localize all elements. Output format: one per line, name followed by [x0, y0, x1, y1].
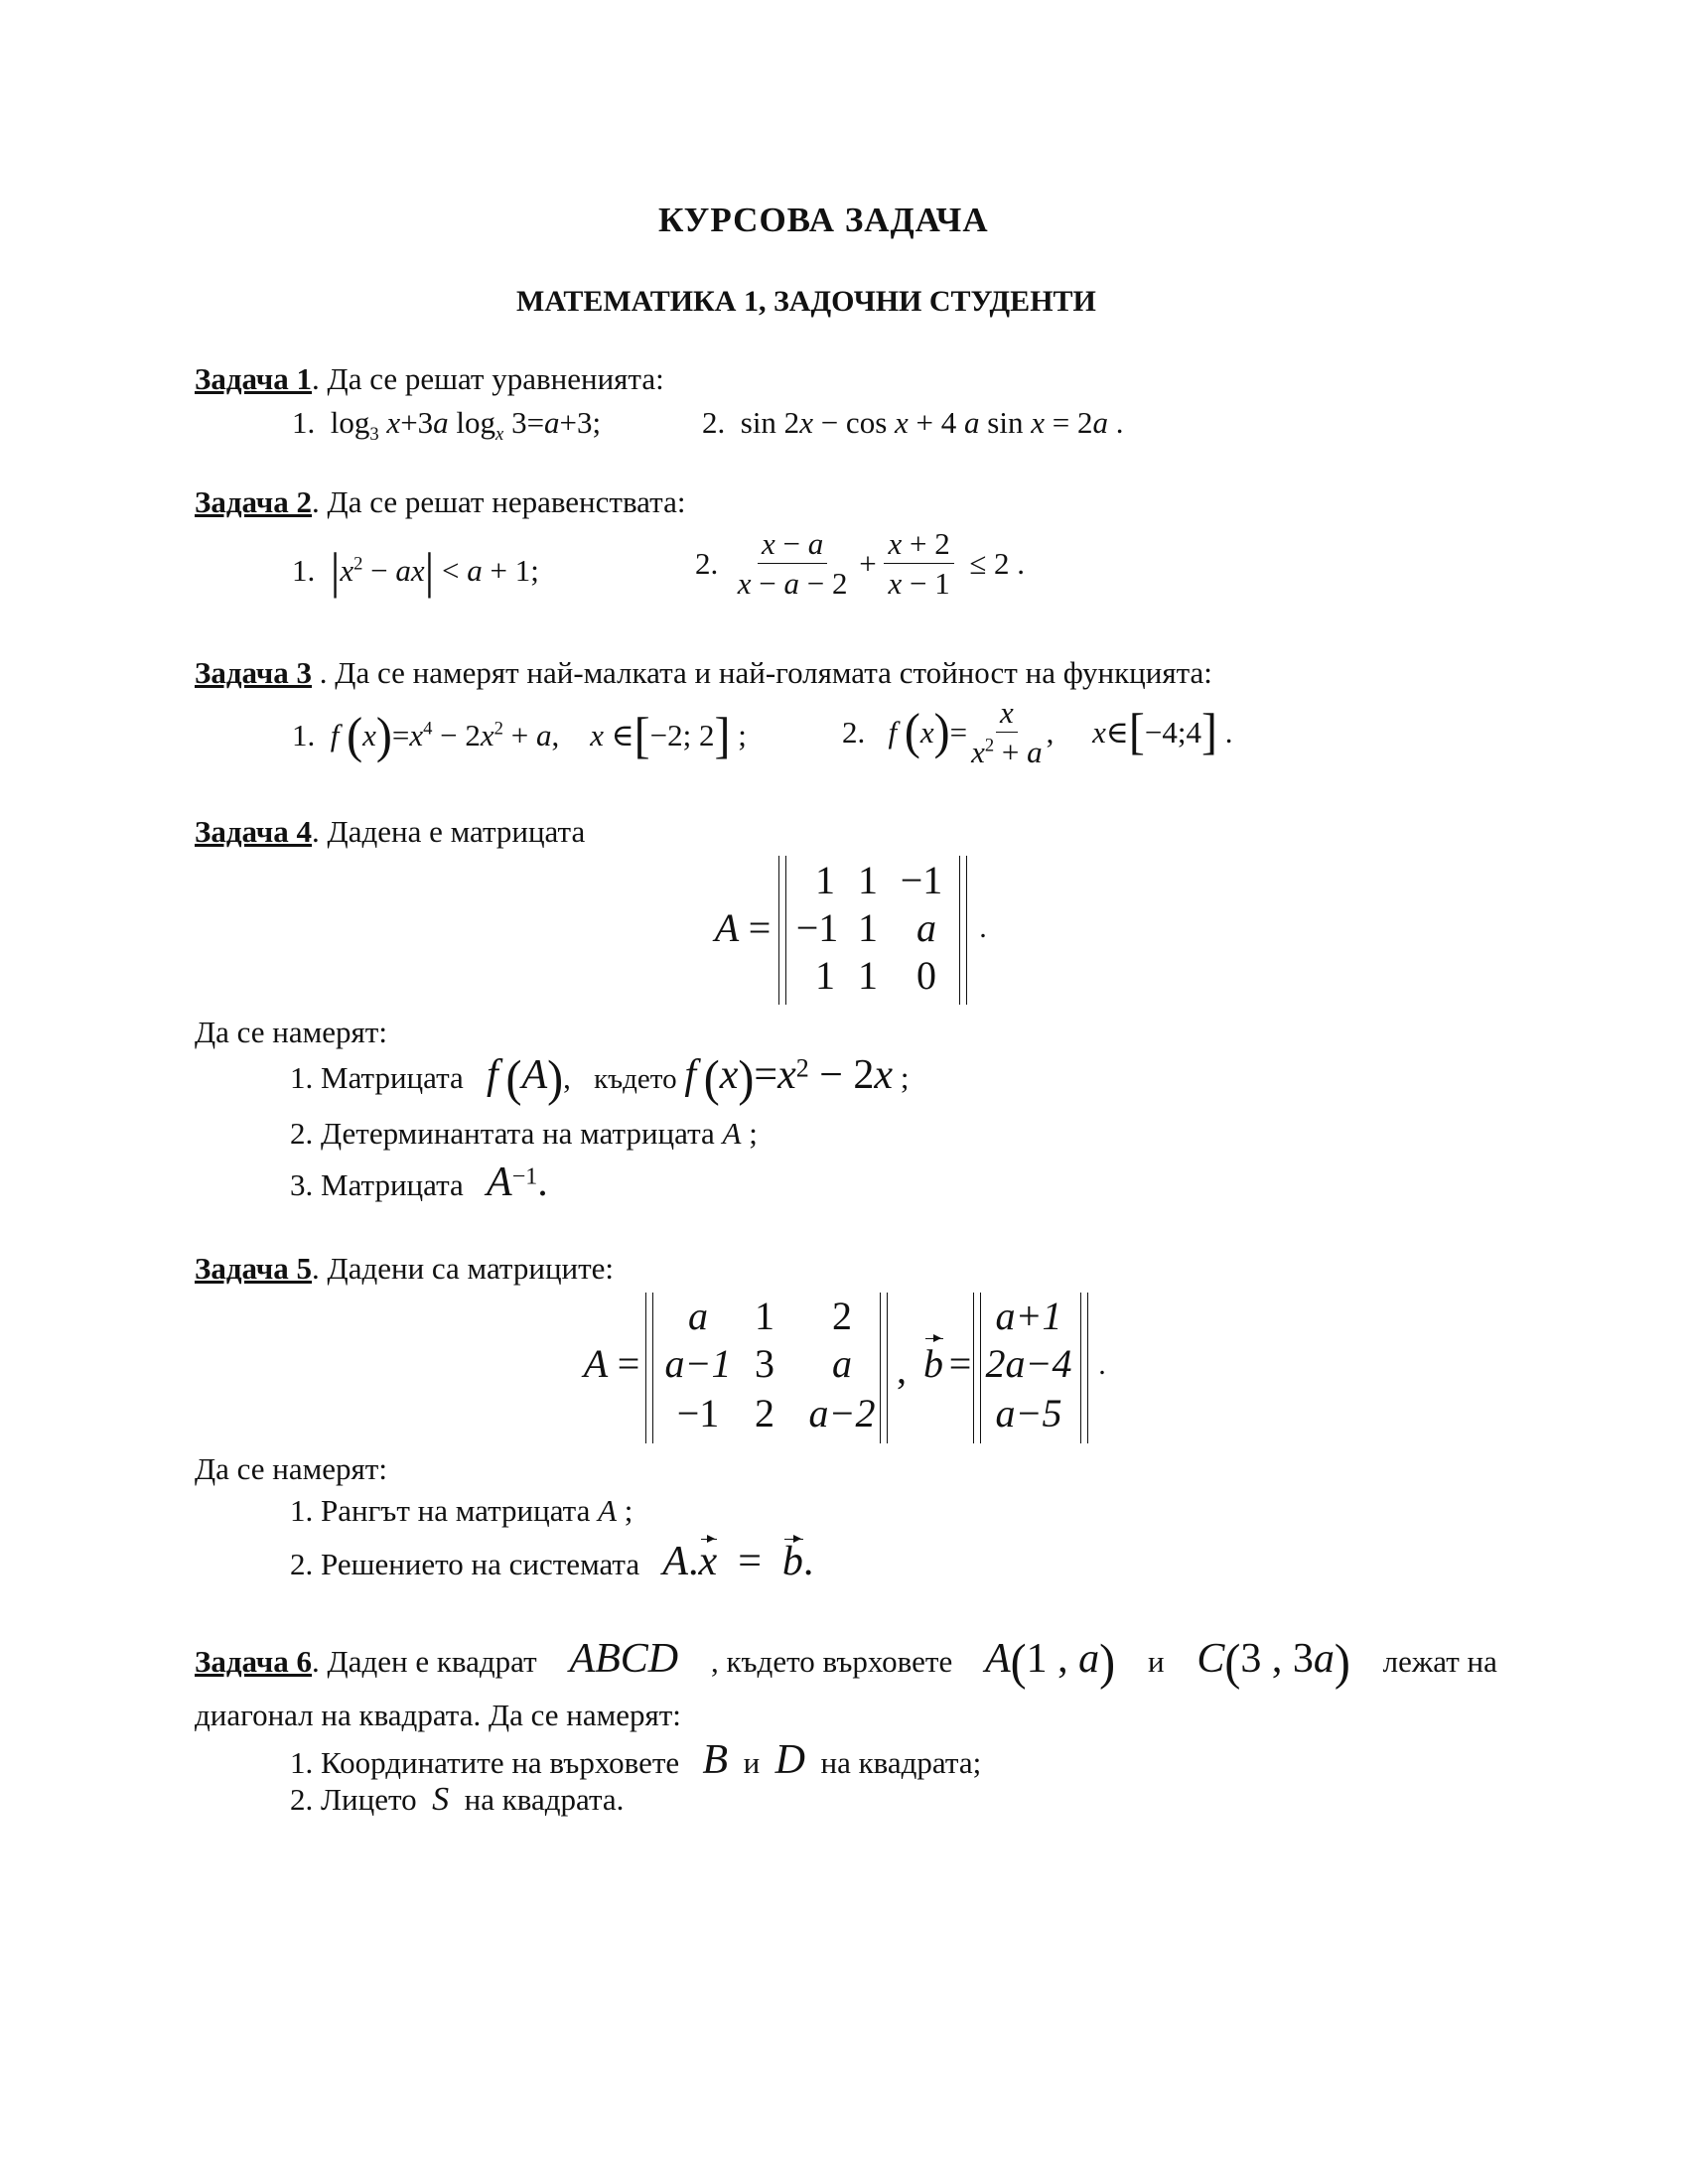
task6-item-2: 2. Лицето S на квадрата. [290, 1781, 625, 1818]
task1-item1-number: 1. [292, 405, 316, 440]
task6-item1-text-c: на квадрата; [820, 1745, 982, 1780]
task6-text-a: . Даден е квадрат [312, 1644, 537, 1679]
task4-label: Задача 4 [195, 814, 313, 849]
task1-text: . Да се решат уравненията: [312, 361, 664, 396]
task3-item2-number: 2. [842, 715, 866, 750]
task6-text-d: лежат на [1382, 1644, 1497, 1679]
matrix-cell: 1 [815, 858, 835, 902]
task2-item1-number: 1. [292, 553, 316, 588]
matrix-cell: 1 [755, 1294, 774, 1338]
task4-item1-where: където [594, 1063, 677, 1095]
fraction: $\frac{x - a}{x - a - 2}$ [737, 526, 848, 601]
task1-equation-2: 2. sin 2x − cos x + 4 a sin x = 2a . [702, 405, 1124, 440]
page-title: КУРСОВА ЗАДАЧА [658, 201, 989, 239]
task6-label: Задача 6 [195, 1644, 313, 1679]
matrix-cell: 1 [815, 953, 835, 998]
matrix-cell: 1 [858, 858, 878, 902]
period: . [1098, 1348, 1106, 1381]
task1-equation-1: 1. $\log_3 x+3a$ $\log_x 3=a+3$; [292, 405, 602, 446]
task5-find: Да се намерят: [195, 1451, 387, 1486]
task5-item2-text: 2. Решението на системата [290, 1547, 640, 1581]
matrix-cell: −1 [676, 1391, 720, 1435]
task3-function-2: 2. f (x)= $\frac{x}{x^2 + a}$ , x∈[−4;4] . [842, 695, 1233, 769]
task6-text-b: , където върховете [710, 1644, 953, 1679]
matrix-cell: a [916, 905, 936, 950]
task6-text-c: и [1147, 1644, 1165, 1679]
task6-item1-text-a: 1. Координатите на върховете [290, 1745, 680, 1780]
matrix-cell: −1 [795, 905, 839, 950]
matrix-cell: −1 [900, 858, 943, 902]
task5-item-1: 1. Рангът на матрицата A ; [290, 1493, 633, 1528]
task1-item2-number: 2. [702, 405, 726, 440]
task5-item-2: 2. Решението на системата A.x = b. [290, 1539, 814, 1584]
task2-text: . Да се решат неравенствата: [312, 484, 686, 519]
comma: , [897, 1347, 907, 1392]
matrix-cell: 2 [832, 1294, 852, 1338]
task4-heading [195, 816, 585, 847]
task5-matrices [576, 1291, 1112, 1449]
task2-label: Задача 2 [195, 484, 313, 519]
matrix-cell: 1 [858, 905, 878, 950]
task1-label: Задача 1 [195, 361, 313, 396]
task4-item1-text: 1. Матрицата [290, 1060, 464, 1095]
task6-item2-text-a: 2. Лицето [290, 1782, 417, 1817]
matrix-cell: a [832, 1341, 852, 1386]
vector-name: b [923, 1341, 943, 1386]
task4-item3-text: 3. Матрицата [290, 1167, 464, 1202]
task2-inequality-2: 2. $\frac{x - a}{x - a - 2}$ + $\frac{x + 2}{x - 1}$ ≤ 2 . [695, 526, 1025, 601]
task4-text: . Дадена е матрицата [312, 814, 586, 849]
matrix-name: A [714, 905, 740, 950]
task3-text: . Да се намерят най-малката и най-голямата стойност на функцията: [312, 655, 1212, 690]
matrix-name: A [583, 1341, 609, 1386]
task3-label: Задача 3 [195, 655, 313, 690]
task4-item-2: 2. Детерминантата на матрицата A ; [290, 1116, 758, 1151]
task2-inequality-1: 1. $|x^2 - ax| < a + 1$; [292, 543, 539, 600]
vector-cell: 2a−4 [985, 1341, 1072, 1386]
task5-heading [195, 1253, 614, 1284]
task5-label: Задача 5 [195, 1251, 313, 1286]
equals-sign: = [948, 1341, 972, 1386]
task3-function-1: 1. f $(x)=x^4 - 2x^2 + a$, x ∈[−2; 2] ; [292, 708, 747, 764]
equals-sign: = [617, 1341, 640, 1386]
matrix-cell: 1 [858, 953, 878, 998]
matrix-cell: a−1 [664, 1341, 732, 1386]
fraction: $\frac{x}{x^2 + a}$ [971, 695, 1043, 769]
task6-item-1: 1. Координатите на върховете B и D на квадрата; [290, 1737, 982, 1783]
task2-item2-number: 2. [695, 546, 719, 581]
period: . [979, 911, 987, 944]
task6-item1-text-b: и [743, 1745, 761, 1780]
task4-matrix-a [707, 852, 995, 1011]
task4-find: Да се намерят: [195, 1015, 387, 1049]
task6-line-2: диагонал на квадрата. Да се намерят: [195, 1698, 681, 1732]
page-subtitle: МАТЕМАТИКА 1, ЗАДОЧНИ СТУДЕНТИ [516, 285, 1096, 318]
matrix-cell: 2 [755, 1391, 774, 1435]
matrix-cell: a−2 [808, 1391, 876, 1435]
vector-cell: a−5 [995, 1391, 1062, 1435]
task6-item2-text-b: на квадрата. [464, 1782, 625, 1817]
task4-item-3: 3. Матрицата $A^{-1}$. [290, 1160, 548, 1205]
equals-sign: = [748, 905, 772, 950]
task1-heading [195, 363, 664, 394]
vector-cell: a+1 [995, 1294, 1062, 1338]
task2-heading [195, 486, 685, 517]
task5-item1-text: 1. Рангът на матрицата [290, 1493, 591, 1528]
task3-item1-number: 1. [292, 718, 316, 752]
matrix-cell: 3 [755, 1341, 774, 1386]
matrix-cell: 0 [916, 953, 936, 998]
task3-heading [195, 657, 1212, 688]
task6-heading: Задача 6. Даден е квадрат ABCD , където върховете A(1 , a) и C(3 , 3a) лежат на [195, 1634, 1497, 1691]
task4-item-1: 1. Матрицата f (A), където f $(x)=x^2 - 2x$ ; [290, 1050, 910, 1107]
fraction: $\frac{x + 2}{x - 1}$ [884, 528, 953, 599]
matrix-cell: a [688, 1294, 708, 1338]
task4-item2-text: 2. Детерминантата на матрицата [290, 1116, 715, 1151]
task5-text: . Дадени са матриците: [312, 1251, 615, 1286]
